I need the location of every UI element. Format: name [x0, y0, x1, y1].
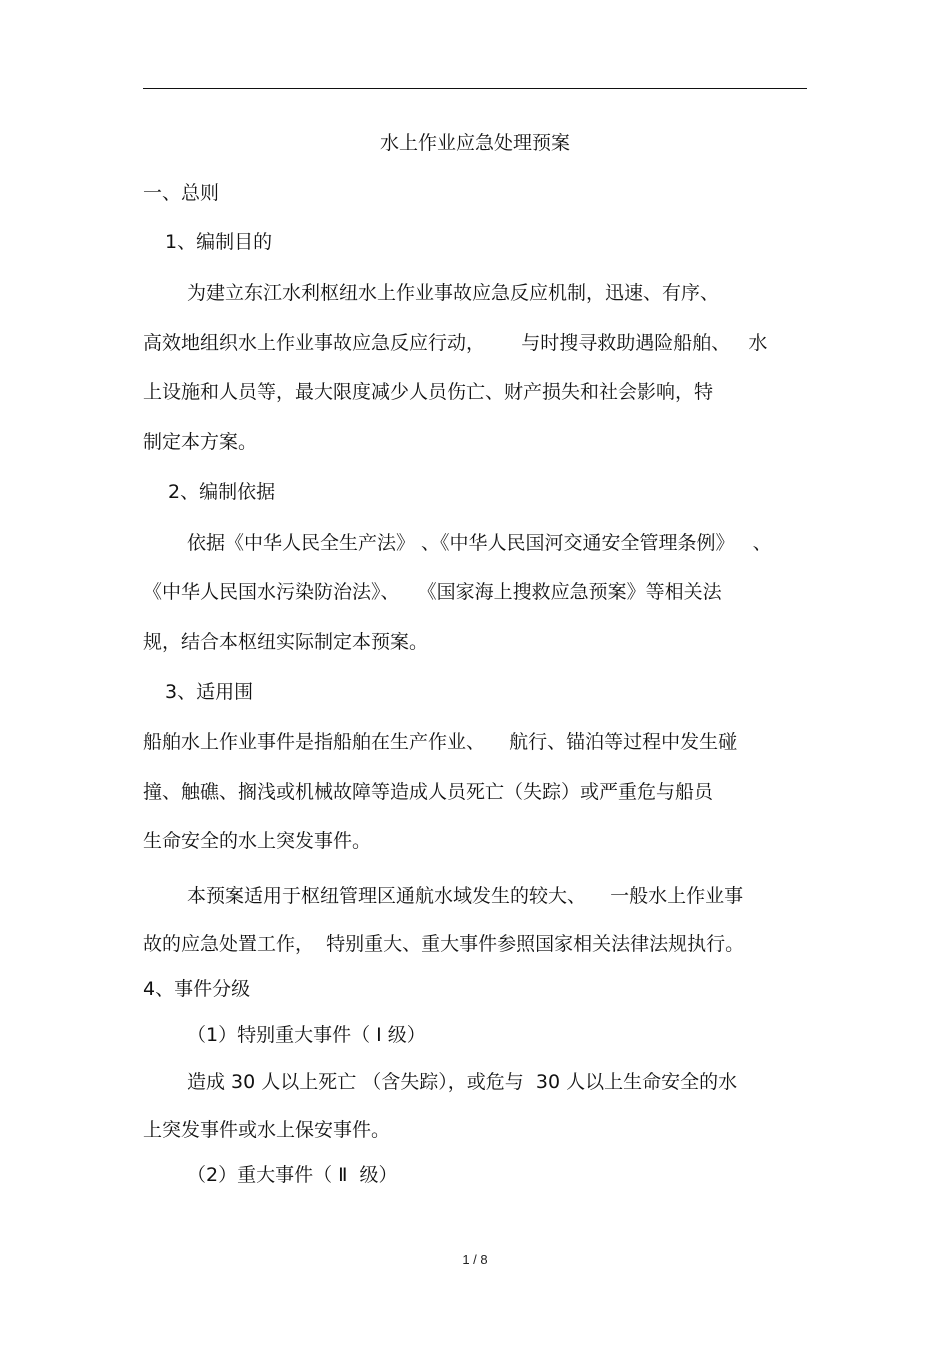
level1-line-1: 造成 30 人以上死亡 （含失踪），或危与 30 人以上生命安全的水	[187, 1071, 738, 1093]
purpose-line-3: 上设施和人员等，最大限度减少人员伤亡、财产损失和社会影响，特	[143, 381, 714, 403]
basis-line-1: 依据《中华人民全生产法》 、《中华人民国河交通安全管理条例》 、	[187, 532, 772, 554]
header-rule	[143, 88, 807, 89]
section-general-heading: 一、总则	[143, 182, 220, 204]
purpose-line-1: 为建立东江水利枢纽水上作业事故应急反应机制，迅速、有序、	[187, 282, 720, 304]
scope-line-5: 故的应急处置工作， 特别重大、重大事件参照国家相关法律法规执行。	[143, 933, 745, 955]
grading-heading: 4、事件分级	[143, 978, 251, 1000]
document-title: 水上作业应急处理预案	[379, 132, 570, 154]
scope-line-4: 本预案适用于枢纽管理区通航水域发生的较大、 一般水上作业事	[187, 885, 744, 907]
scope-line-2: 撞、触礁、搁浅或机械故障等造成人员死亡（失踪）或严重危与船员	[143, 781, 714, 803]
purpose-line-2: 高效地组织水上作业事故应急反应行动， 与时搜寻救助遇险船舶、 水	[143, 332, 768, 354]
basis-heading: 2、编制依据	[168, 481, 276, 503]
level1-line-2: 上突发事件或水上保安事件。	[143, 1119, 391, 1141]
level1-heading: （1）特别重大事件（ Ⅰ 级）	[187, 1024, 426, 1046]
scope-line-1: 船舶水上作业事件是指船舶在生产作业、 航行、锚泊等过程中发生碰	[143, 731, 738, 753]
level2-heading: （2）重大事件（ Ⅱ 级）	[187, 1164, 398, 1186]
purpose-heading: 1、编制目的	[165, 231, 273, 253]
basis-line-2: 《中华人民国水污染防治法》、 《国家海上搜救应急预案》等相关法	[143, 581, 722, 603]
scope-heading: 3、适用围	[165, 681, 254, 703]
basis-line-3: 规，结合本枢纽实际制定本预案。	[143, 631, 429, 653]
page-number: 1 / 8	[462, 1252, 488, 1267]
scope-line-3: 生命安全的水上突发事件。	[143, 830, 372, 852]
purpose-line-4: 制定本方案。	[143, 431, 258, 453]
